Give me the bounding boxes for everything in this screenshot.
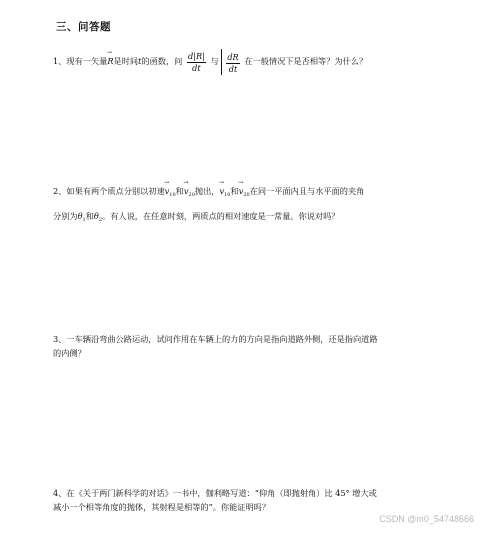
q1-suffix: 在一般情况下是否相等？为什么？ bbox=[244, 56, 368, 66]
question-2 bbox=[53, 184, 364, 227]
q2-theta2: θ bbox=[93, 211, 99, 221]
q2-line1-b: 抛出， bbox=[194, 186, 220, 196]
q1-mid2: 的函数，问 bbox=[141, 56, 183, 66]
q3-line2: 的内侧？ bbox=[53, 348, 86, 358]
section-title: 三、问答题 bbox=[56, 21, 111, 33]
q1-and: 与 bbox=[210, 56, 219, 66]
q2-theta1: θ bbox=[77, 211, 83, 221]
question-1 bbox=[53, 46, 367, 76]
q1-frac2-denominator: dt bbox=[228, 63, 238, 74]
q2-v10-sub: 10 bbox=[169, 192, 176, 198]
q1-frac1-numerator: d|R| bbox=[187, 50, 205, 61]
q2-line1-c: 在同一平面内且与水平面的夹角 bbox=[249, 186, 365, 196]
q2-v10-sub-b: 10 bbox=[224, 192, 231, 198]
q2-v20-sub: 20 bbox=[188, 192, 195, 198]
q2-v20: → v bbox=[184, 184, 189, 198]
q4-line2: 减小一个相等角度的抛体，其射程是相等的”。你能证明吗？ bbox=[53, 502, 271, 512]
q2-v10-b: → v bbox=[219, 184, 224, 198]
q1-frac1-denominator: dt bbox=[192, 62, 201, 73]
q2-v20-b: → v bbox=[239, 184, 244, 198]
watermark: CSDN @m0_54748666 bbox=[379, 514, 474, 524]
q2-theta1-sub: 1 bbox=[82, 217, 86, 223]
q1-frac2-numerator: dR bbox=[227, 51, 239, 62]
q2-v20-sub-b: 20 bbox=[243, 192, 250, 198]
question-4 bbox=[53, 486, 377, 514]
q2-line1-a: 2、如果有两个质点分别以初速 bbox=[53, 186, 165, 196]
q2-and2: 和 bbox=[230, 186, 239, 196]
question-3 bbox=[53, 332, 378, 360]
q2-theta2-sub: 2 bbox=[98, 217, 103, 223]
q2-v10: → v bbox=[165, 184, 170, 198]
q2-and3: 和 bbox=[85, 211, 94, 221]
q2-line2-b: 。有人说，在任意时刻，两质点的相对速度是一常量。你说对吗？ bbox=[102, 211, 340, 221]
q1-fraction-2 bbox=[226, 52, 239, 75]
q1-var-t: t bbox=[138, 56, 142, 66]
q1-prefix: 1、现有一矢量 bbox=[53, 56, 108, 66]
q1-vector-r: → R bbox=[107, 46, 113, 76]
q1-fraction-1 bbox=[187, 51, 206, 74]
q1-abs-bar bbox=[221, 49, 241, 75]
q3-line1: 3、一车辆沿弯曲公路运动，试问作用在车辆上的力的方向是指向道路外侧，还是指向道路 bbox=[53, 334, 378, 344]
q4-line1: 4、在《关于两门新科学的对话》一书中，伽利略写道：“仰角（即抛射角）比 45° 增大或 bbox=[53, 488, 377, 498]
q2-and1: 和 bbox=[175, 186, 184, 196]
q2-line2-a: 分别为 bbox=[53, 211, 78, 221]
q1-mid: 是时间 bbox=[113, 56, 139, 66]
